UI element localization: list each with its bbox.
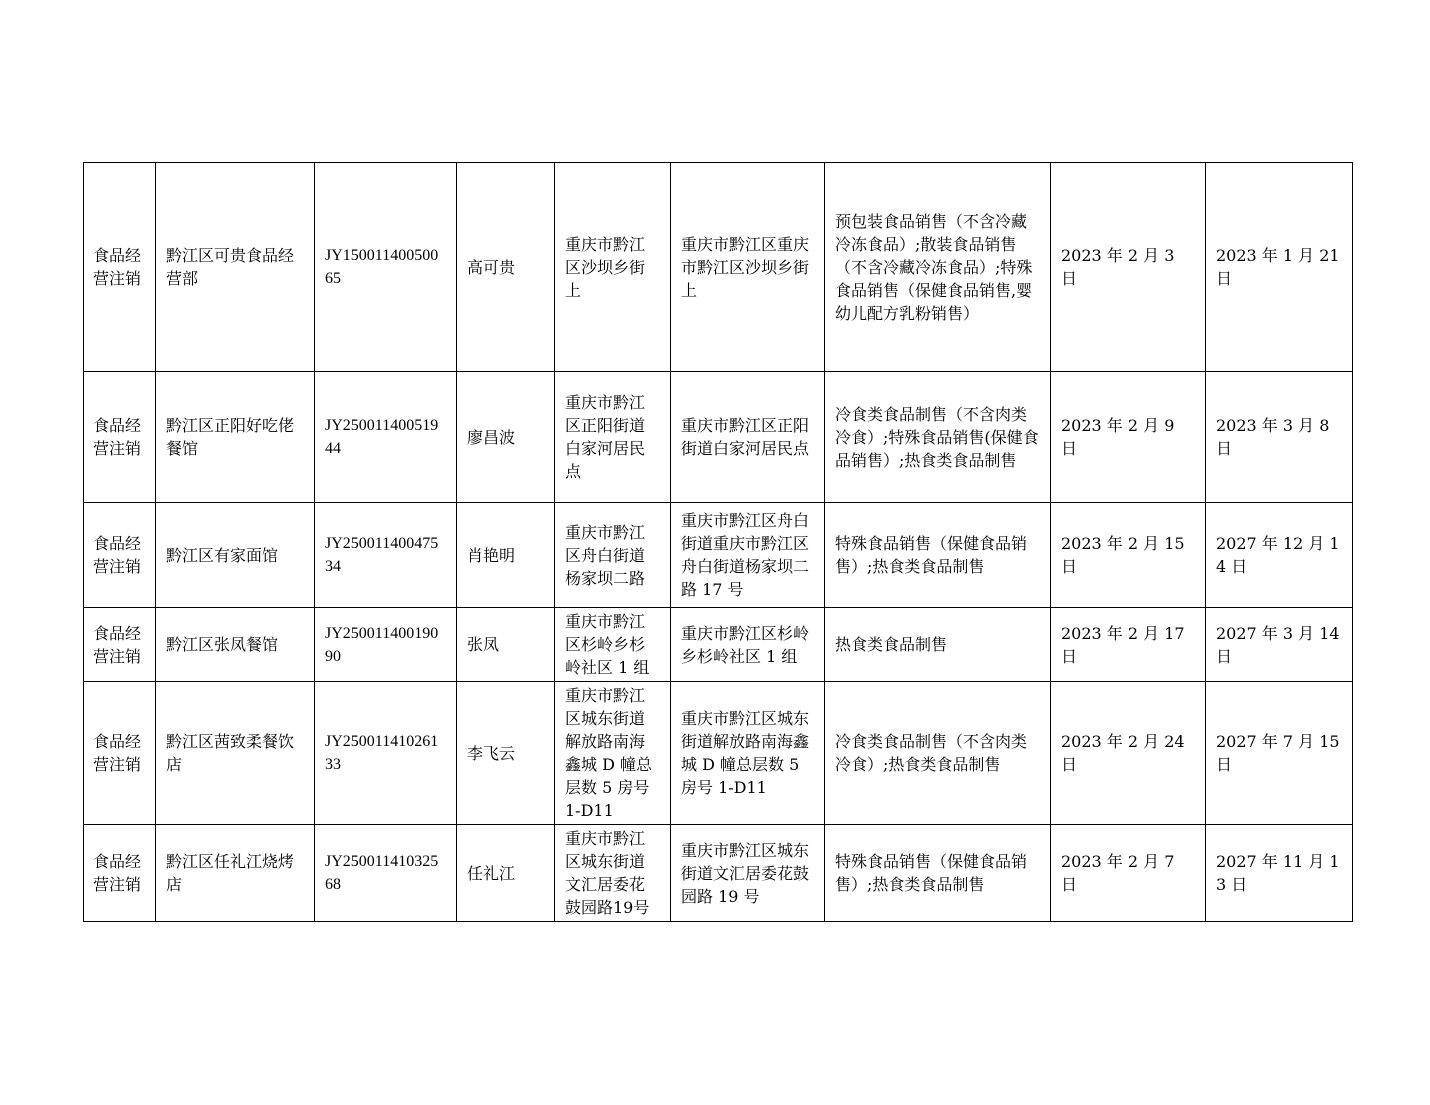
cell-type: 食品经营注销: [84, 372, 156, 503]
cell-license: JY25001141032568: [315, 825, 457, 922]
cell-cancel-date: 2023 年 2 月 15 日: [1051, 503, 1206, 608]
cell-person: 李飞云: [457, 682, 555, 825]
cell-cancel-date: 2023 年 2 月 9 日: [1051, 372, 1206, 503]
cell-cancel-date: 2023 年 2 月 7 日: [1051, 825, 1206, 922]
cell-scope: 特殊食品销售（保健食品销售）;热食类食品制售: [825, 503, 1051, 608]
table-row: [84, 503, 1353, 608]
cell-address: 重庆市黔江区舟白街道杨家坝二路: [555, 503, 671, 608]
cell-name: 黔江区茜致柔餐饮店: [156, 682, 315, 825]
cell-person: 高可贵: [457, 163, 555, 372]
cell-address: 重庆市黔江区正阳街道白家河居民点: [555, 372, 671, 503]
records-table: [83, 162, 1353, 922]
cell-valid-to: 2027 年 3 月 14 日: [1206, 608, 1353, 682]
cell-license: JY25001140047534: [315, 503, 457, 608]
cell-valid-to: 2027 年 11 月 13 日: [1206, 825, 1353, 922]
cell-name: 黔江区任礼江烧烤店: [156, 825, 315, 922]
table-row: [84, 163, 1353, 372]
cell-person: 廖昌波: [457, 372, 555, 503]
cell-address: 重庆市黔江区杉岭乡杉岭社区 1 组: [555, 608, 671, 682]
cell-license: JY25001140051944: [315, 372, 457, 503]
cell-site: 重庆市黔江区杉岭乡杉岭社区 1 组: [671, 608, 825, 682]
cell-person: 任礼江: [457, 825, 555, 922]
cell-address: 重庆市黔江区沙坝乡街上: [555, 163, 671, 372]
cell-scope: 冷食类食品制售（不含肉类冷食）;热食类食品制售: [825, 682, 1051, 825]
cell-name: 黔江区张凤餐馆: [156, 608, 315, 682]
cell-type: 食品经营注销: [84, 163, 156, 372]
cell-license: JY25001141026133: [315, 682, 457, 825]
cell-site: 重庆市黔江区舟白街道重庆市黔江区舟白街道杨家坝二路 17 号: [671, 503, 825, 608]
cell-scope: 特殊食品销售（保健食品销售）;热食类食品制售: [825, 825, 1051, 922]
cell-person: 肖艳明: [457, 503, 555, 608]
cell-license: JY25001140019090: [315, 608, 457, 682]
cell-type: 食品经营注销: [84, 608, 156, 682]
cell-cancel-date: 2023 年 2 月 24 日: [1051, 682, 1206, 825]
cell-valid-to: 2027 年 12 月 14 日: [1206, 503, 1353, 608]
cell-site: 重庆市黔江区城东街道解放路南海鑫城 D 幢总层数 5 房号 1-D11: [671, 682, 825, 825]
cell-scope: 热食类食品制售: [825, 608, 1051, 682]
cell-type: 食品经营注销: [84, 503, 156, 608]
cell-type: 食品经营注销: [84, 825, 156, 922]
cell-scope: 冷食类食品制售（不含肉类冷食）;特殊食品销售(保健食品销售）;热食类食品制售: [825, 372, 1051, 503]
table-row: [84, 825, 1353, 922]
cell-name: 黔江区正阳好吃佬餐馆: [156, 372, 315, 503]
cell-cancel-date: 2023 年 2 月 3 日: [1051, 163, 1206, 372]
cell-type: 食品经营注销: [84, 682, 156, 825]
table-row: [84, 608, 1353, 682]
cell-valid-to: 2027 年 7 月 15 日: [1206, 682, 1353, 825]
cell-cancel-date: 2023 年 2 月 17 日: [1051, 608, 1206, 682]
cell-site: 重庆市黔江区正阳街道白家河居民点: [671, 372, 825, 503]
table-row: [84, 682, 1353, 825]
cell-site: 重庆市黔江区城东街道文汇居委花鼓园路 19 号: [671, 825, 825, 922]
cell-valid-to: 2023 年 3 月 8 日: [1206, 372, 1353, 503]
cell-site: 重庆市黔江区重庆市黔江区沙坝乡街上: [671, 163, 825, 372]
cell-name: 黔江区可贵食品经营部: [156, 163, 315, 372]
cell-license: JY15001140050065: [315, 163, 457, 372]
table-row: [84, 372, 1353, 503]
cell-address: 重庆市黔江区城东街道文汇居委花鼓园路19号: [555, 825, 671, 922]
cell-address: 重庆市黔江区城东街道解放路南海鑫城 D 幢总层数 5 房号 1-D11: [555, 682, 671, 825]
cell-person: 张凤: [457, 608, 555, 682]
cell-valid-to: 2023 年 1 月 21 日: [1206, 163, 1353, 372]
cell-name: 黔江区有家面馆: [156, 503, 315, 608]
cell-scope: 预包装食品销售（不含冷藏冷冻食品）;散装食品销售（不含冷藏冷冻食品）;特殊食品销售（保健食品销售,婴幼儿配方乳粉销售）: [825, 163, 1051, 372]
